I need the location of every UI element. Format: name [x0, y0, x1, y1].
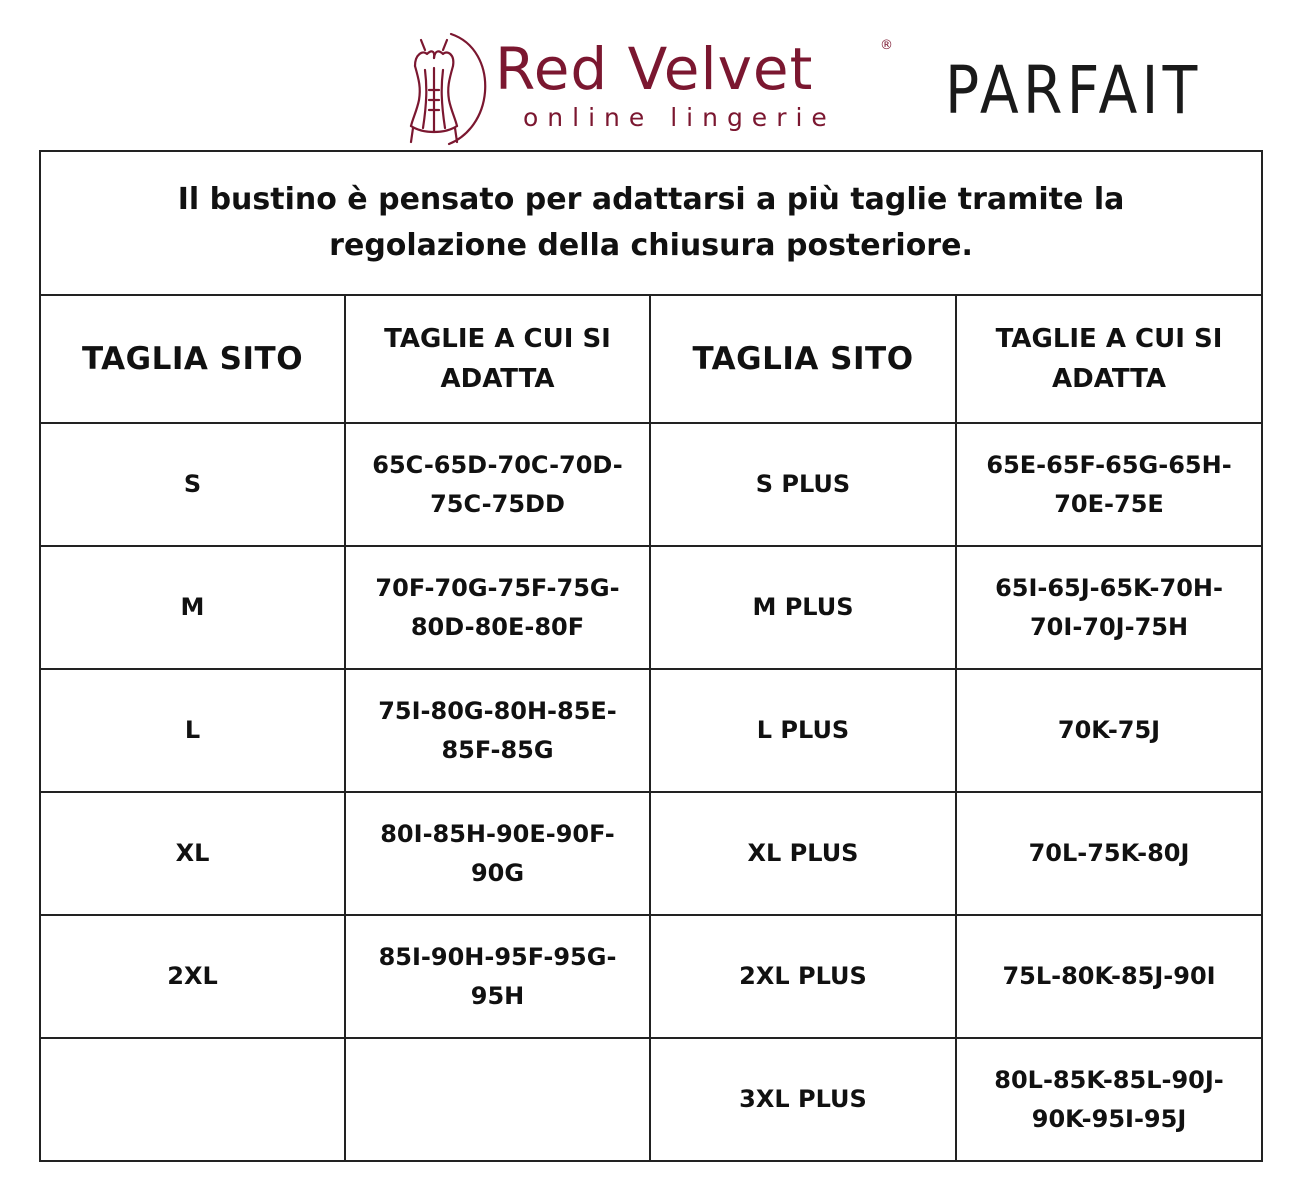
table-row: [40, 1038, 1262, 1161]
size-cell: S PLUS: [650, 423, 956, 546]
intro-text: Il bustino è pensato per adattarsi a più taglie tramite la regolazione della chiusura posteriore.: [40, 151, 1262, 295]
fit-cell: 80I-85H-90E-90F-90G: [345, 792, 650, 915]
red-velvet-wordmark: [495, 34, 893, 132]
fit-cell: 80L-85K-85L-90J-90K-95I-95J: [956, 1038, 1262, 1161]
table-row: [40, 669, 1262, 792]
fit-cell: 70F-70G-75F-75G-80D-80E-80F: [345, 546, 650, 669]
table-row: [40, 792, 1262, 915]
header-cell: TAGLIA SITO: [40, 295, 345, 423]
fit-cell: 75L-80K-85J-90I: [956, 915, 1262, 1038]
fit-cell: 75I-80G-80H-85E-85F-85G: [345, 669, 650, 792]
size-chart-table: [39, 150, 1263, 1162]
brand-name: Red Velvet: [495, 35, 814, 103]
parfait-logo: PARFAIT: [945, 52, 1202, 129]
fit-cell: 70K-75J: [956, 669, 1262, 792]
brand-tagline: online lingerie: [523, 103, 836, 132]
size-cell: M: [40, 546, 345, 669]
fit-cell: 65C-65D-70C-70D-75C-75DD: [345, 423, 650, 546]
size-cell: XL: [40, 792, 345, 915]
header-row: [40, 295, 1262, 423]
size-cell: L PLUS: [650, 669, 956, 792]
table-row: [40, 423, 1262, 546]
fit-cell: 65I-65J-65K-70H-70I-70J-75H: [956, 546, 1262, 669]
size-cell: 2XL PLUS: [650, 915, 956, 1038]
fit-cell: [345, 1038, 650, 1161]
fit-cell: 65E-65F-65G-65H-70E-75E: [956, 423, 1262, 546]
table-row: [40, 546, 1262, 669]
size-cell: XL PLUS: [650, 792, 956, 915]
size-cell: M PLUS: [650, 546, 956, 669]
header-cell: TAGLIE A CUI SI ADATTA: [956, 295, 1262, 423]
header-cell: TAGLIE A CUI SI ADATTA: [345, 295, 650, 423]
registered-mark: ®: [880, 38, 893, 53]
intro-row: [40, 151, 1262, 295]
table-row: [40, 915, 1262, 1038]
size-cell: S: [40, 423, 345, 546]
logo-header: [0, 0, 1300, 150]
corset-icon: [403, 30, 489, 148]
size-cell: 2XL: [40, 915, 345, 1038]
size-cell: L: [40, 669, 345, 792]
fit-cell: 70L-75K-80J: [956, 792, 1262, 915]
size-cell: 3XL PLUS: [650, 1038, 956, 1161]
header-cell: TAGLIA SITO: [650, 295, 956, 423]
size-cell: [40, 1038, 345, 1161]
fit-cell: 85I-90H-95F-95G-95H: [345, 915, 650, 1038]
